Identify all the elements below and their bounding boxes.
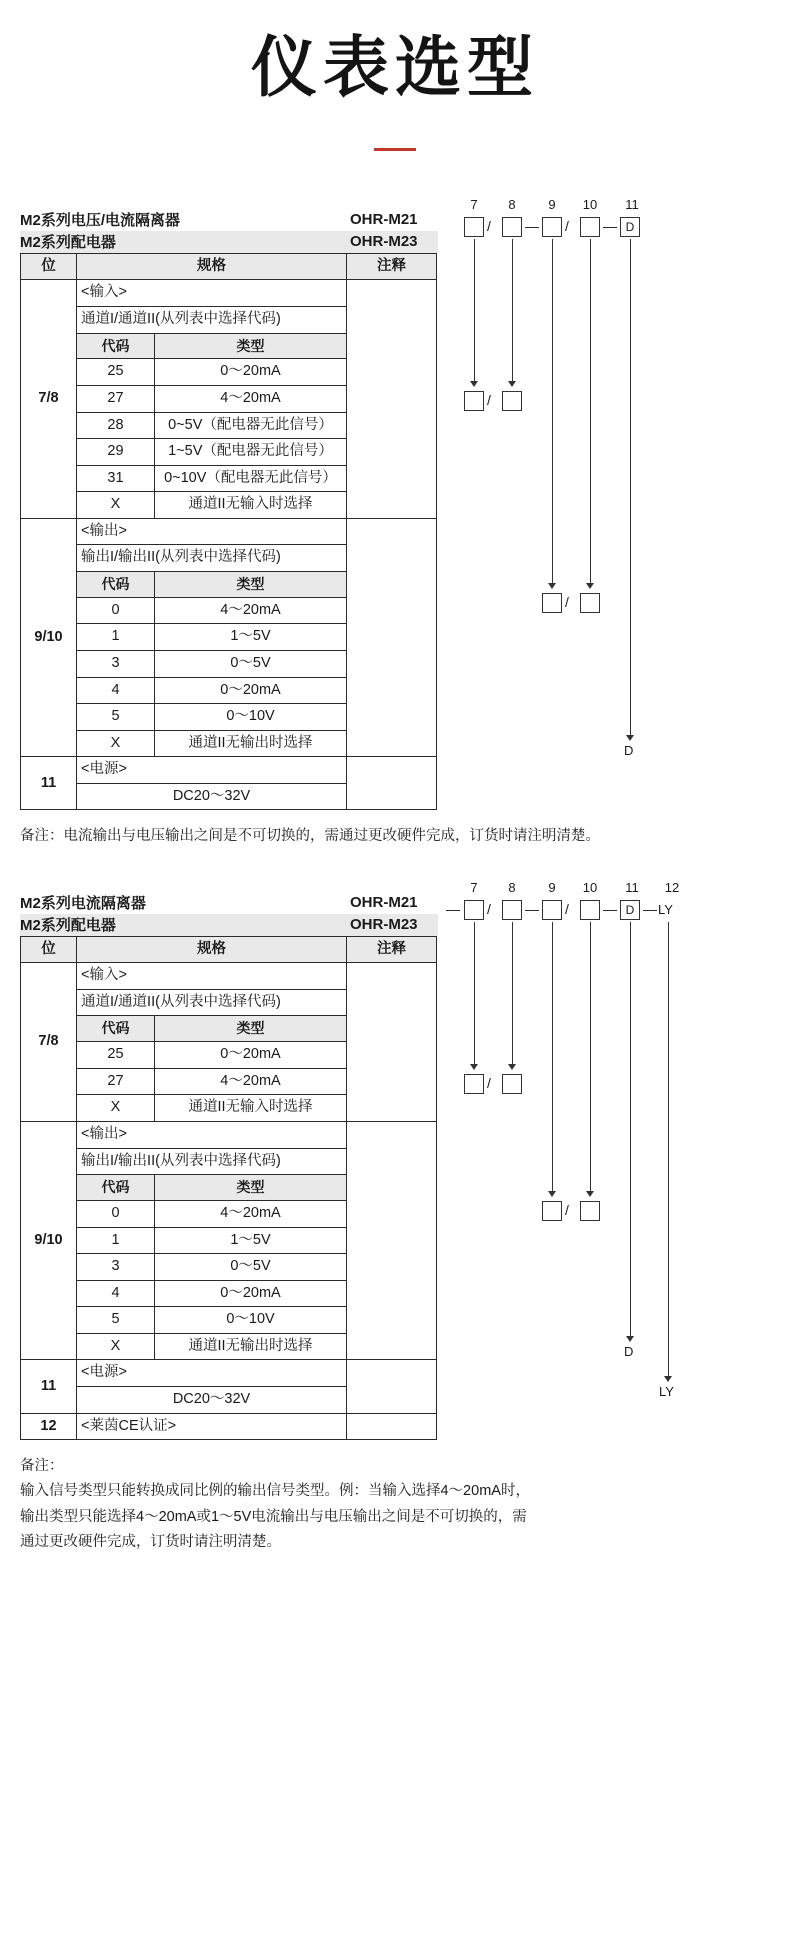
group-subheading: 输出I/输出II(从列表中选择代码) <box>77 1148 347 1175</box>
diagram-arrow <box>548 1191 556 1197</box>
diagram-target-label: D <box>624 742 634 758</box>
note-cell <box>347 963 437 1122</box>
diagram-target-box <box>542 1201 562 1221</box>
diagram-position-number: 11 <box>625 879 639 895</box>
table-row <box>21 518 437 545</box>
pos-cell: 11 <box>21 757 77 810</box>
diagram-separator: / <box>487 1074 491 1091</box>
diagram-separator: / <box>565 1201 569 1218</box>
diagram-position-number: 7 <box>470 879 478 895</box>
header-pos: 位 <box>21 936 77 963</box>
diagram-leader-line <box>590 922 591 1192</box>
type-cell: 通道II无输出时选择 <box>155 1333 347 1360</box>
note-cell <box>347 1360 437 1413</box>
table-row <box>21 963 437 990</box>
col-header-type: 类型 <box>155 333 347 359</box>
pos-cell: 7/8 <box>21 963 77 1122</box>
section2-table-area <box>0 879 790 1440</box>
group-subheading: 通道I/通道II(从列表中选择代码) <box>77 307 347 334</box>
power-value: DC20～32V <box>77 783 347 810</box>
diagram-leader-line <box>630 922 631 1337</box>
diagram-target-label: LY <box>659 1383 674 1399</box>
note-text: 输入信号类型只能转换成同比例的输出信号类型。例：当输入选择4～20mA时， <box>20 1483 530 1500</box>
code-cell: 27 <box>77 386 155 413</box>
table-row <box>21 1122 437 1149</box>
pos-cell: 9/10 <box>21 1122 77 1360</box>
diagram-separator: — <box>525 900 539 917</box>
diagram-leader-line <box>668 922 669 1377</box>
type-cell: 4～20mA <box>155 386 347 413</box>
diagram-position-number: 9 <box>548 879 556 895</box>
diagram-separator: — <box>603 900 617 917</box>
diagram-leader-line <box>512 922 513 1065</box>
code-cell: 4 <box>77 1280 155 1307</box>
section1-table-area <box>0 196 790 810</box>
note-cell <box>347 1413 437 1440</box>
code-cell: 0 <box>77 1201 155 1228</box>
type-cell: 0～10V <box>155 1307 347 1334</box>
code-cell: 5 <box>77 704 155 731</box>
section2-spec-table <box>20 936 437 1440</box>
code-cell: X <box>77 492 155 519</box>
table-row <box>21 757 437 784</box>
diagram-code-box <box>464 217 484 237</box>
header-pos: 位 <box>21 253 77 280</box>
group-heading: <电源> <box>77 757 347 784</box>
model-row <box>20 231 438 253</box>
type-cell: 1～5V <box>155 624 347 651</box>
diagram-separator: — <box>525 217 539 234</box>
diagram-code-box <box>464 900 484 920</box>
type-cell: 0～5V <box>155 650 347 677</box>
type-cell: 0～20mA <box>155 359 347 386</box>
code-cell: 4 <box>77 677 155 704</box>
diagram-target-box <box>464 1074 484 1094</box>
group-heading: <电源> <box>77 1360 347 1387</box>
diagram-arrow <box>508 1064 516 1070</box>
code-cell: 3 <box>77 1254 155 1281</box>
section1-spec-table <box>20 253 437 810</box>
diagram-target-box <box>464 391 484 411</box>
diagram-code-box: D <box>620 900 640 920</box>
type-cell: 1~5V（配电器无此信号） <box>155 439 347 466</box>
note-text: 输出类型只能选择4～20mA或1～5V电流输出与电压输出之间是不可切换的，需 <box>20 1508 527 1525</box>
diagram-separator: / <box>565 593 569 610</box>
diagram-position-number: 10 <box>582 196 598 212</box>
diagram-leader-line <box>552 922 553 1192</box>
section2-code-diagram <box>440 879 790 1440</box>
code-cell: 31 <box>77 465 155 492</box>
diagram-arrow <box>470 381 478 387</box>
table-row <box>21 1360 437 1387</box>
note-cell <box>347 518 437 756</box>
diagram-code-box <box>502 900 522 920</box>
diagram-position-number: 8 <box>508 879 516 895</box>
diagram-separator: — <box>643 900 657 917</box>
code-cell: 1 <box>77 624 155 651</box>
type-cell: 0～10V <box>155 704 347 731</box>
pos-cell: 12 <box>21 1413 77 1440</box>
diagram-separator: / <box>487 900 491 917</box>
group-heading: <莱茵CE认证> <box>77 1413 347 1440</box>
diagram-target-box <box>542 593 562 613</box>
diagram-arrow <box>586 1191 594 1197</box>
code-cell: 25 <box>77 359 155 386</box>
header-note: 注释 <box>347 253 437 280</box>
type-cell: 1～5V <box>155 1227 347 1254</box>
diagram-position-number: 7 <box>470 196 478 212</box>
model-row <box>20 914 438 936</box>
diagram-leader-line <box>474 922 475 1065</box>
model-name: M2系列电压/电流隔离器 <box>20 212 181 230</box>
col-header-code: 代码 <box>77 571 155 597</box>
section1-model-header <box>20 209 438 253</box>
model-code: OHR-M21 <box>350 211 418 229</box>
diagram-leader-line <box>552 239 553 584</box>
note-title: 备注： <box>20 1458 64 1475</box>
section2-note <box>20 1454 772 1556</box>
code-cell: X <box>77 1095 155 1122</box>
type-cell: 4～20mA <box>155 1068 347 1095</box>
model-name: M2系列配电器 <box>20 234 116 252</box>
group-heading: <输出> <box>77 1122 347 1149</box>
group-subheading: 输出I/输出II(从列表中选择代码) <box>77 545 347 572</box>
diagram-separator: / <box>487 391 491 408</box>
page-title-block <box>0 0 790 151</box>
type-cell: 0~10V（配电器无此信号） <box>155 465 347 492</box>
diagram-separator: / <box>565 900 569 917</box>
type-cell: 0~5V（配电器无此信号） <box>155 412 347 439</box>
diagram-position-number: 8 <box>508 196 516 212</box>
diagram-target-box <box>580 593 600 613</box>
diagram-separator: — <box>603 217 617 234</box>
code-cell: X <box>77 730 155 757</box>
type-cell: 0～20mA <box>155 1280 347 1307</box>
diagram-leader-line <box>590 239 591 584</box>
diagram-leader-line <box>512 239 513 382</box>
diagram-arrow <box>626 1336 634 1342</box>
diagram-target-box <box>502 391 522 411</box>
model-name: M2系列配电器 <box>20 917 116 935</box>
note-cell <box>347 280 437 518</box>
type-cell: 0～20mA <box>155 677 347 704</box>
model-name: M2系列电流隔离器 <box>20 895 146 913</box>
col-header-type: 类型 <box>155 571 347 597</box>
title-divider <box>374 148 416 151</box>
col-header-code: 代码 <box>77 1016 155 1042</box>
diagram-arrow <box>548 583 556 589</box>
pos-cell: 11 <box>21 1360 77 1413</box>
model-code: OHR-M21 <box>350 894 418 912</box>
table-header-row <box>21 936 437 963</box>
code-cell: 5 <box>77 1307 155 1334</box>
diagram-arrow <box>470 1064 478 1070</box>
diagram-code-label: LY <box>658 901 673 917</box>
code-cell: X <box>77 1333 155 1360</box>
note-text: 通过更改硬件完成，订货时请注明清楚。 <box>20 1534 281 1551</box>
diagram-position-number: 12 <box>664 879 680 895</box>
diagram-arrow <box>664 1376 672 1382</box>
diagram-separator: / <box>565 217 569 234</box>
code-cell: 27 <box>77 1068 155 1095</box>
col-header-code: 代码 <box>77 1175 155 1201</box>
header-spec: 规格 <box>77 936 347 963</box>
note-cell <box>347 1122 437 1360</box>
type-cell: 通道II无输入时选择 <box>155 492 347 519</box>
group-heading: <输入> <box>77 963 347 990</box>
diagram-separator: — <box>446 900 460 917</box>
section-m21-m23-voltage-current <box>0 196 790 850</box>
section-m21-m23-current <box>0 879 790 1556</box>
diagram-code-box <box>580 900 600 920</box>
table-header-row <box>21 253 437 280</box>
col-header-type: 类型 <box>155 1016 347 1042</box>
diagram-position-number: 11 <box>625 196 639 212</box>
group-subheading: 通道I/通道II(从列表中选择代码) <box>77 989 347 1016</box>
group-heading: <输出> <box>77 518 347 545</box>
table-row <box>21 1413 437 1440</box>
note-text: 备注：电流输出与电压输出之间是不可切换的，需通过更改硬件完成，订货时请注明清楚。 <box>20 828 600 845</box>
col-header-code: 代码 <box>77 333 155 359</box>
diagram-code-box <box>542 217 562 237</box>
diagram-target-label: D <box>624 1343 634 1359</box>
diagram-target-box <box>580 1201 600 1221</box>
diagram-position-number: 9 <box>548 196 556 212</box>
type-cell: 4～20mA <box>155 1201 347 1228</box>
code-cell: 1 <box>77 1227 155 1254</box>
diagram-arrow <box>586 583 594 589</box>
table-row <box>21 280 437 307</box>
type-cell: 4～20mA <box>155 597 347 624</box>
diagram-arrow <box>508 381 516 387</box>
diagram-code-box <box>542 900 562 920</box>
section1-note <box>20 824 772 849</box>
code-cell: 29 <box>77 439 155 466</box>
diagram-code-box <box>502 217 522 237</box>
diagram-leader-line <box>630 239 631 736</box>
model-row <box>20 209 438 231</box>
diagram-separator: / <box>487 217 491 234</box>
model-code: OHR-M23 <box>350 233 418 251</box>
diagram-position-number: 10 <box>582 879 598 895</box>
header-spec: 规格 <box>77 253 347 280</box>
power-value: DC20～32V <box>77 1386 347 1413</box>
pos-cell: 9/10 <box>21 518 77 756</box>
section1-code-diagram <box>440 196 790 810</box>
type-cell: 通道II无输入时选择 <box>155 1095 347 1122</box>
col-header-type: 类型 <box>155 1175 347 1201</box>
code-cell: 28 <box>77 412 155 439</box>
type-cell: 0～5V <box>155 1254 347 1281</box>
pos-cell: 7/8 <box>21 280 77 518</box>
model-row <box>20 892 438 914</box>
code-cell: 0 <box>77 597 155 624</box>
code-cell: 25 <box>77 1042 155 1069</box>
diagram-arrow <box>626 735 634 741</box>
header-note: 注释 <box>347 936 437 963</box>
type-cell: 0～20mA <box>155 1042 347 1069</box>
page-title: 仪表选型 <box>251 29 539 106</box>
diagram-code-box: D <box>620 217 640 237</box>
section2-model-header <box>20 892 438 936</box>
model-code: OHR-M23 <box>350 916 418 934</box>
diagram-target-box <box>502 1074 522 1094</box>
type-cell: 通道II无输出时选择 <box>155 730 347 757</box>
diagram-code-box <box>580 217 600 237</box>
group-heading: <输入> <box>77 280 347 307</box>
note-cell <box>347 757 437 810</box>
diagram-leader-line <box>474 239 475 382</box>
code-cell: 3 <box>77 650 155 677</box>
